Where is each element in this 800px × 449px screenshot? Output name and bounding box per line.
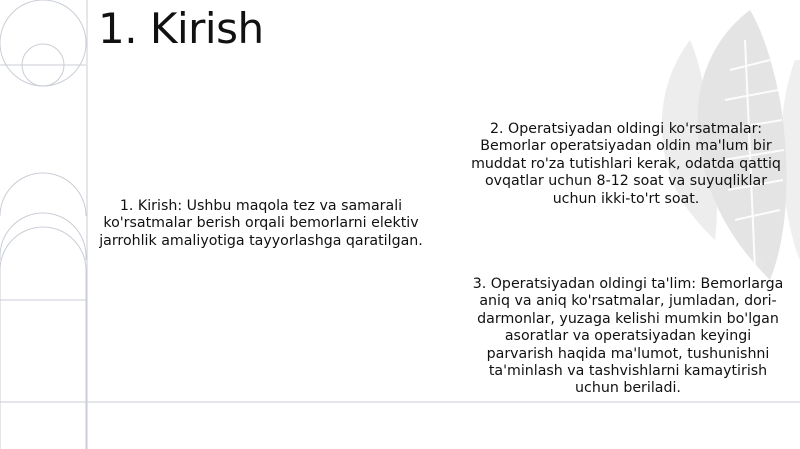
- text-block-preop-education: 3. Operatsiyadan oldingi ta'lim: Bemorlarga aniq va aniq ko'rsatmalar, jumladan, dori-darmonlar, yuzaga kelishi mumkin bo'lgan asoratlar va operatsiyadan keyingi parvarish haqida ma'lumot, tushunishni ta'minlash va tashvishlarni kamaytirish uchun beriladi.: [472, 276, 784, 397]
- text-block-intro: 1. Kirish: Ushbu maqola tez va samarali ko'rsatmalar berish orqali bemorlarni elektiv jarrohlik amaliyotiga tayyorlashga qaratilgan.: [99, 198, 423, 249]
- text-block-preop-instructions: 2. Operatsiyadan oldingi ko'rsatmalar: Bemorlar operatsiyadan oldin ma'lum bir muddat ro'za tutishlari kerak, odatda qattiq ovqatlar uchun 8-12 soat va suyuqliklar uchun ikki-to'rt soat.: [471, 121, 781, 207]
- page-title: 1. Kirish: [98, 4, 264, 53]
